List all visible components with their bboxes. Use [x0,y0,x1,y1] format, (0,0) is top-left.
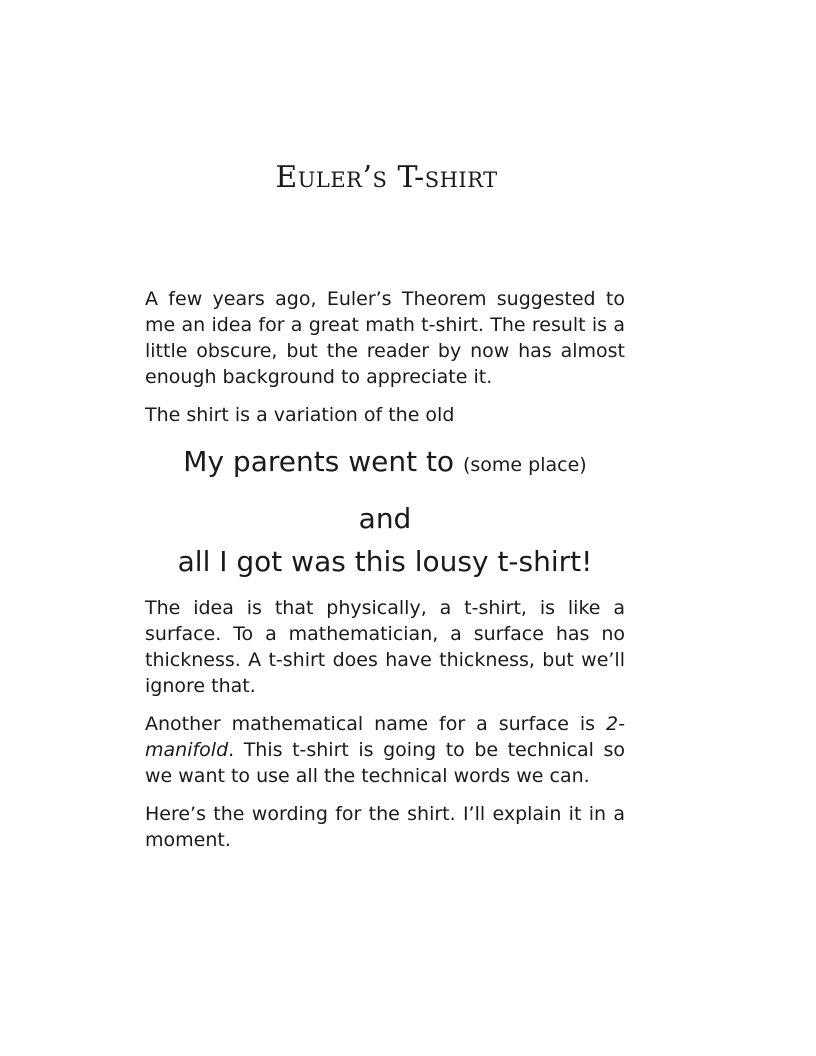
page-title: Euler’s T-shirt [275,160,498,195]
slogan-line-1 [145,442,625,485]
body-text [145,286,625,865]
manifold-text-before: Another mathematical name for a surface is [145,713,607,735]
slogan-line-3: all I got was this lousy t-shirt! [177,545,593,578]
paragraph-manifold [145,711,625,789]
paragraph-variation: The shirt is a variation of the old [145,404,455,426]
paragraph-wording: Here’s the wording for the shirt. I’ll explain it in a moment. [145,803,625,851]
manifold-text-after: . This t-shirt is going to be technical so we want to use all the technical words we can. [145,739,625,787]
slogan-line-2: and [358,502,412,535]
tshirt-slogan [145,442,625,579]
manifold-term: 2-manifold [145,713,625,761]
paragraph-intro: A few years ago, Euler’s Theorem suggested to me an idea for a great math t-shirt. The result is a little obscure, but the reader by now has almost enough background to appreciate it. [145,288,625,388]
paragraph-surface: The idea is that physically, a t-shirt, is like a surface. To a mathematician, a surface has no thickness. A t-shirt does have thickness, but we’ll ignore that. [145,597,625,697]
slogan-line-1-main: My parents went to [183,445,463,478]
slogan-line-1-placeholder: (some place) [462,454,587,476]
